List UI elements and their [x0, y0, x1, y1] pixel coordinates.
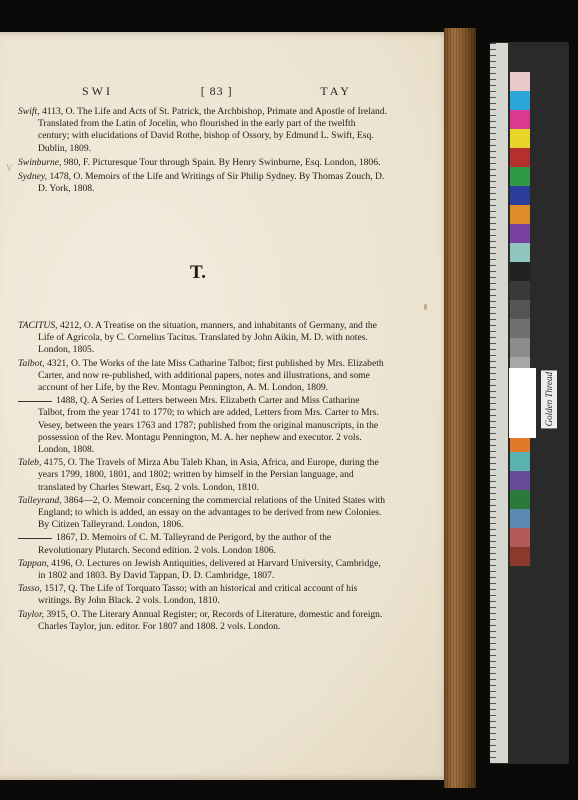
scale-ruler — [490, 43, 508, 763]
strip-label: Golden Thread — [541, 370, 557, 428]
color-chips — [510, 72, 530, 566]
entry-text: 4321, O. The Works of the late Miss Catharine Talbot; first published by Mrs. Elizabeth Carter, and now re-published, with additional papers, notes and illustrations, and some account of her Life, by the Rev. Montagu Pennington, A. M. London, 1809. — [38, 357, 384, 394]
color-chip — [510, 167, 530, 186]
page-number: [ 83 ] — [200, 84, 233, 98]
entry-text: 1517, Q. The Life of Torquato Tasso; with an historical and critical account of his writings. By John Black. 2 vols. London, 1810. — [38, 583, 358, 607]
ditto-dash — [18, 538, 52, 539]
color-chip — [510, 110, 530, 129]
entry-text: 3915, O. The Literary Annual Register; or, Records of Literature, domestic and foreign. Charles Taylor, jun. editor. For 1807 and 1808. 2 vols. London. — [38, 608, 383, 632]
entry-text: 3864—2, O. Memoir concerning the commercial relations of the United States with England; to which is added, an essay on the advantages to be derived from new Colonies. By Citizen Talleyrand. London, 1806. — [38, 494, 386, 531]
entry-name: Talleyrand, — [18, 494, 62, 506]
entry-name: Tappan, — [18, 557, 49, 569]
entry-text: 1488, Q. A Series of Letters between Mrs. Elizabeth Carter and Miss Catharine Talbot, from the year 1741 to 1770; to which are added, Letters from Mrs. Carter to Mrs. Vesey, between the years 1763 and 1787; published from the original manuscripts, in the possession of the Rev. Montagu Pennington, M. A. her nephew and executor. 2 vols. London, 1808. — [38, 395, 379, 456]
entry-name: Swift, — [18, 106, 40, 117]
color-chip — [510, 281, 530, 300]
color-chip — [510, 300, 530, 319]
entry-name: Taylor, — [18, 608, 45, 620]
entry-name: Swinburne, — [18, 156, 62, 168]
color-chip — [510, 91, 530, 110]
color-chip — [510, 72, 530, 91]
entry-text: 980, F. Picturesque Tour through Spain. By Henry Swinburne, Esq. London, 1806. — [61, 156, 381, 168]
color-chip — [510, 338, 530, 357]
color-chip — [510, 509, 530, 528]
color-chip — [510, 186, 530, 205]
color-chip — [510, 262, 530, 281]
color-chip — [510, 148, 530, 167]
section-heading: T. — [190, 262, 207, 283]
color-chip — [510, 452, 530, 471]
entry-sydney — [18, 171, 388, 195]
paper-spot — [424, 304, 427, 310]
running-header — [82, 84, 352, 99]
header-right: TAY — [320, 84, 352, 98]
entry-list-top — [18, 106, 388, 195]
entry-tacitus — [18, 320, 388, 357]
entry-talbot-letters — [18, 395, 388, 456]
entry-tappan — [18, 558, 388, 582]
header-left: SWI — [82, 84, 113, 98]
entry-name: Sydney, — [18, 171, 48, 183]
entry-name: Taleb, — [18, 457, 42, 469]
color-chip — [510, 547, 530, 566]
target-window — [509, 368, 536, 438]
entry-name: TACITUS, — [18, 320, 58, 331]
color-chip — [510, 528, 530, 547]
color-chip — [510, 490, 530, 509]
entry-tasso — [18, 583, 388, 607]
entry-talleyrand-memoirs — [18, 532, 388, 556]
entry-swift — [18, 106, 388, 155]
entry-swinburne — [18, 157, 388, 169]
entry-taylor — [18, 609, 388, 633]
entry-text: 1867, D. Memoirs of C. M. Talleyrand de Perigord, by the author of the Revolutionary Plutarch. Second edition. 2 vols. London 1806. — [38, 532, 332, 556]
entry-name: Talbot, — [18, 357, 45, 369]
entry-text: 4212, O. A Treatise on the situation, manners, and inhabitants of Germany, and the Life of Agricola, by C. Cornelius Tacitus. Translated by John Aikin, M. D. with notes. London, 1805. — [38, 320, 377, 356]
entry-talbot — [18, 358, 388, 395]
color-chip — [510, 224, 530, 243]
color-chip — [510, 205, 530, 224]
entry-text: 1478, O. Memoirs of the Life and Writings of Sir Philip Sydney. By Thomas Zouch, D. D. York, 1808. — [38, 171, 385, 195]
entry-talleyrand — [18, 495, 388, 532]
ditto-dash — [18, 401, 52, 402]
entry-list-t — [18, 320, 388, 633]
entry-text: 4175, O. The Travels of Mirza Abu Taleb Khan, in Asia, Africa, and Europe, during the years 1799, 1800, 1801, and 1802; written by himself in the Persian language, and translated by Charles Stewart, Esq. 2 vols. London, 1810. — [38, 457, 379, 493]
entry-taleb — [18, 457, 388, 494]
color-chip — [510, 319, 530, 338]
color-chip — [510, 243, 530, 262]
margin-mark: V — [6, 163, 13, 173]
entry-name: Tasso, — [18, 583, 42, 595]
page-fore-edge — [444, 28, 476, 788]
color-chip — [510, 129, 530, 148]
entry-text: 4196, O. Lectures on Jewish Antiquities, delivered at Harvard University, Cambridge, in 1802 and 1803. By David Tappan, D. D. Cambridge, 1807. — [38, 557, 381, 582]
color-chip — [510, 471, 530, 490]
entry-text: 4113, O. The Life and Acts of St. Patrick, the Archbishop, Primate and Apostle of Ireland. Translated from the Latin of Jocelin, who flourished in the early part of the twelfth century; with elucidations of David Rothe, bishop of Ossory, by Edmund L. Swift, Esq. Dublin, 1809. — [38, 106, 388, 154]
